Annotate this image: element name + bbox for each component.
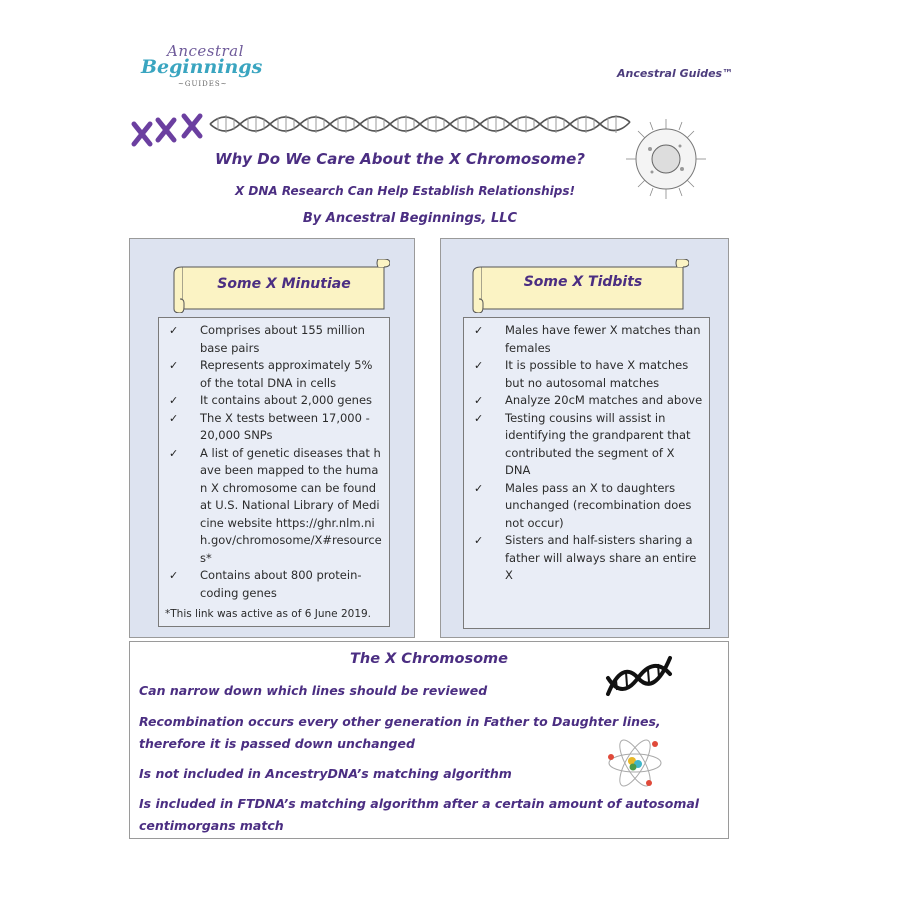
list-item-text: Contains about 800 protein-coding genes: [200, 568, 362, 600]
list-item: [169, 445, 383, 568]
page-subtitle: X DNA Research Can Help Establish Relationships!: [235, 184, 575, 198]
list-item-text: Males pass an X to daughters unchanged (recombination does not occur): [505, 480, 692, 530]
company-logo: [135, 42, 270, 92]
list-item-text: It contains about 2,000 genes: [200, 393, 373, 407]
list-item: [474, 532, 703, 585]
list-item: [169, 567, 383, 602]
logo-text-beginnings: Beginnings: [141, 56, 263, 78]
page-title: Why Do We Care About the X Chromosome?: [215, 150, 585, 168]
summary-title: The X Chromosome: [349, 651, 508, 667]
dna-icon: [602, 650, 677, 702]
list-item-text: Testing cousins will assist in identifying the grandparent that contributed the segment of X DNA: [505, 410, 691, 477]
summary-point: Can narrow down which lines should be reviewed: [139, 683, 488, 698]
list-item: [169, 357, 383, 392]
list-item-text: The X tests between 17,000 - 20,000 SNPs: [200, 410, 370, 442]
list-item-text: Comprises about 155 million base pairs: [200, 323, 365, 355]
tidbits-scroll-banner: [469, 259, 689, 313]
summary-point: Is included in FTDNA’s matching algorithm after a certain amount of autosomal centimorgans match: [139, 796, 700, 833]
list-item: [169, 322, 383, 357]
checkmark-icon: ✓: [169, 324, 179, 337]
logo-text-ancestral: Ancestral: [167, 42, 244, 60]
tidbits-heading: Some X Tidbits: [523, 274, 643, 290]
checkmark-icon: ✓: [169, 569, 179, 582]
list-item-text: Sisters and half-sisters sharing a father will always share an entire X: [505, 533, 697, 582]
checkmark-icon: ✓: [169, 394, 179, 407]
logo-text-guides: ~GUIDES~: [178, 80, 228, 88]
minutiae-heading: Some X Minutiae: [217, 276, 351, 292]
minutiae-scroll-banner: [170, 259, 390, 313]
list-item: [474, 322, 703, 357]
tidbits-list: [474, 322, 703, 585]
summary-point: Recombination occurs every other generation in Father to Daughter lines, therefore it is passed down unchanged: [139, 714, 661, 751]
byline: By Ancestral Beginnings, LLC: [302, 211, 518, 226]
list-item-text: Males have fewer X matches than females: [505, 323, 701, 355]
list-item-text: Analyze 20cM matches and above: [505, 393, 703, 407]
footnote: *This link was active as of 6 June 2019.: [165, 608, 372, 620]
tidbits-panel: [440, 238, 729, 638]
list-item: [169, 410, 383, 445]
checkmark-icon: ✓: [474, 324, 484, 337]
checkmark-icon: ✓: [169, 446, 179, 460]
brand-label: Ancestral Guides™: [617, 67, 734, 80]
checkmark-icon: ✓: [169, 359, 179, 372]
list-item: [474, 392, 703, 410]
checkmark-icon: ✓: [474, 534, 484, 547]
summary-point: Is not included in AncestryDNA’s matching algorithm: [139, 766, 512, 781]
atom-icon: [605, 735, 665, 790]
chromosome-icon: [134, 116, 200, 144]
dna-helix-icon: [210, 115, 630, 133]
list-item: [169, 392, 383, 410]
minutiae-panel: [129, 238, 415, 638]
list-item: [474, 410, 703, 480]
minutiae-list-box: [158, 317, 390, 627]
list-item: [474, 357, 703, 392]
tidbits-list-box: [463, 317, 710, 629]
list-item-text: Represents approximately 5% of the total DNA in cells: [200, 358, 373, 390]
checkmark-icon: ✓: [169, 411, 179, 425]
list-item-text: A list of genetic diseases that have been mapped to the human X chromosome can be found at U.S. National Library of Medicine website https://ghr.nlm.nih.gov/chromosome/X#resources*: [200, 445, 382, 565]
list-item: [474, 480, 703, 533]
list-item-text: It is possible to have X matches but no autosomal matches: [505, 358, 689, 390]
checkmark-icon: ✓: [474, 359, 484, 372]
checkmark-icon: ✓: [474, 394, 484, 407]
checkmark-icon: ✓: [474, 481, 484, 495]
checkmark-icon: ✓: [474, 411, 484, 425]
minutiae-list: [169, 322, 383, 602]
